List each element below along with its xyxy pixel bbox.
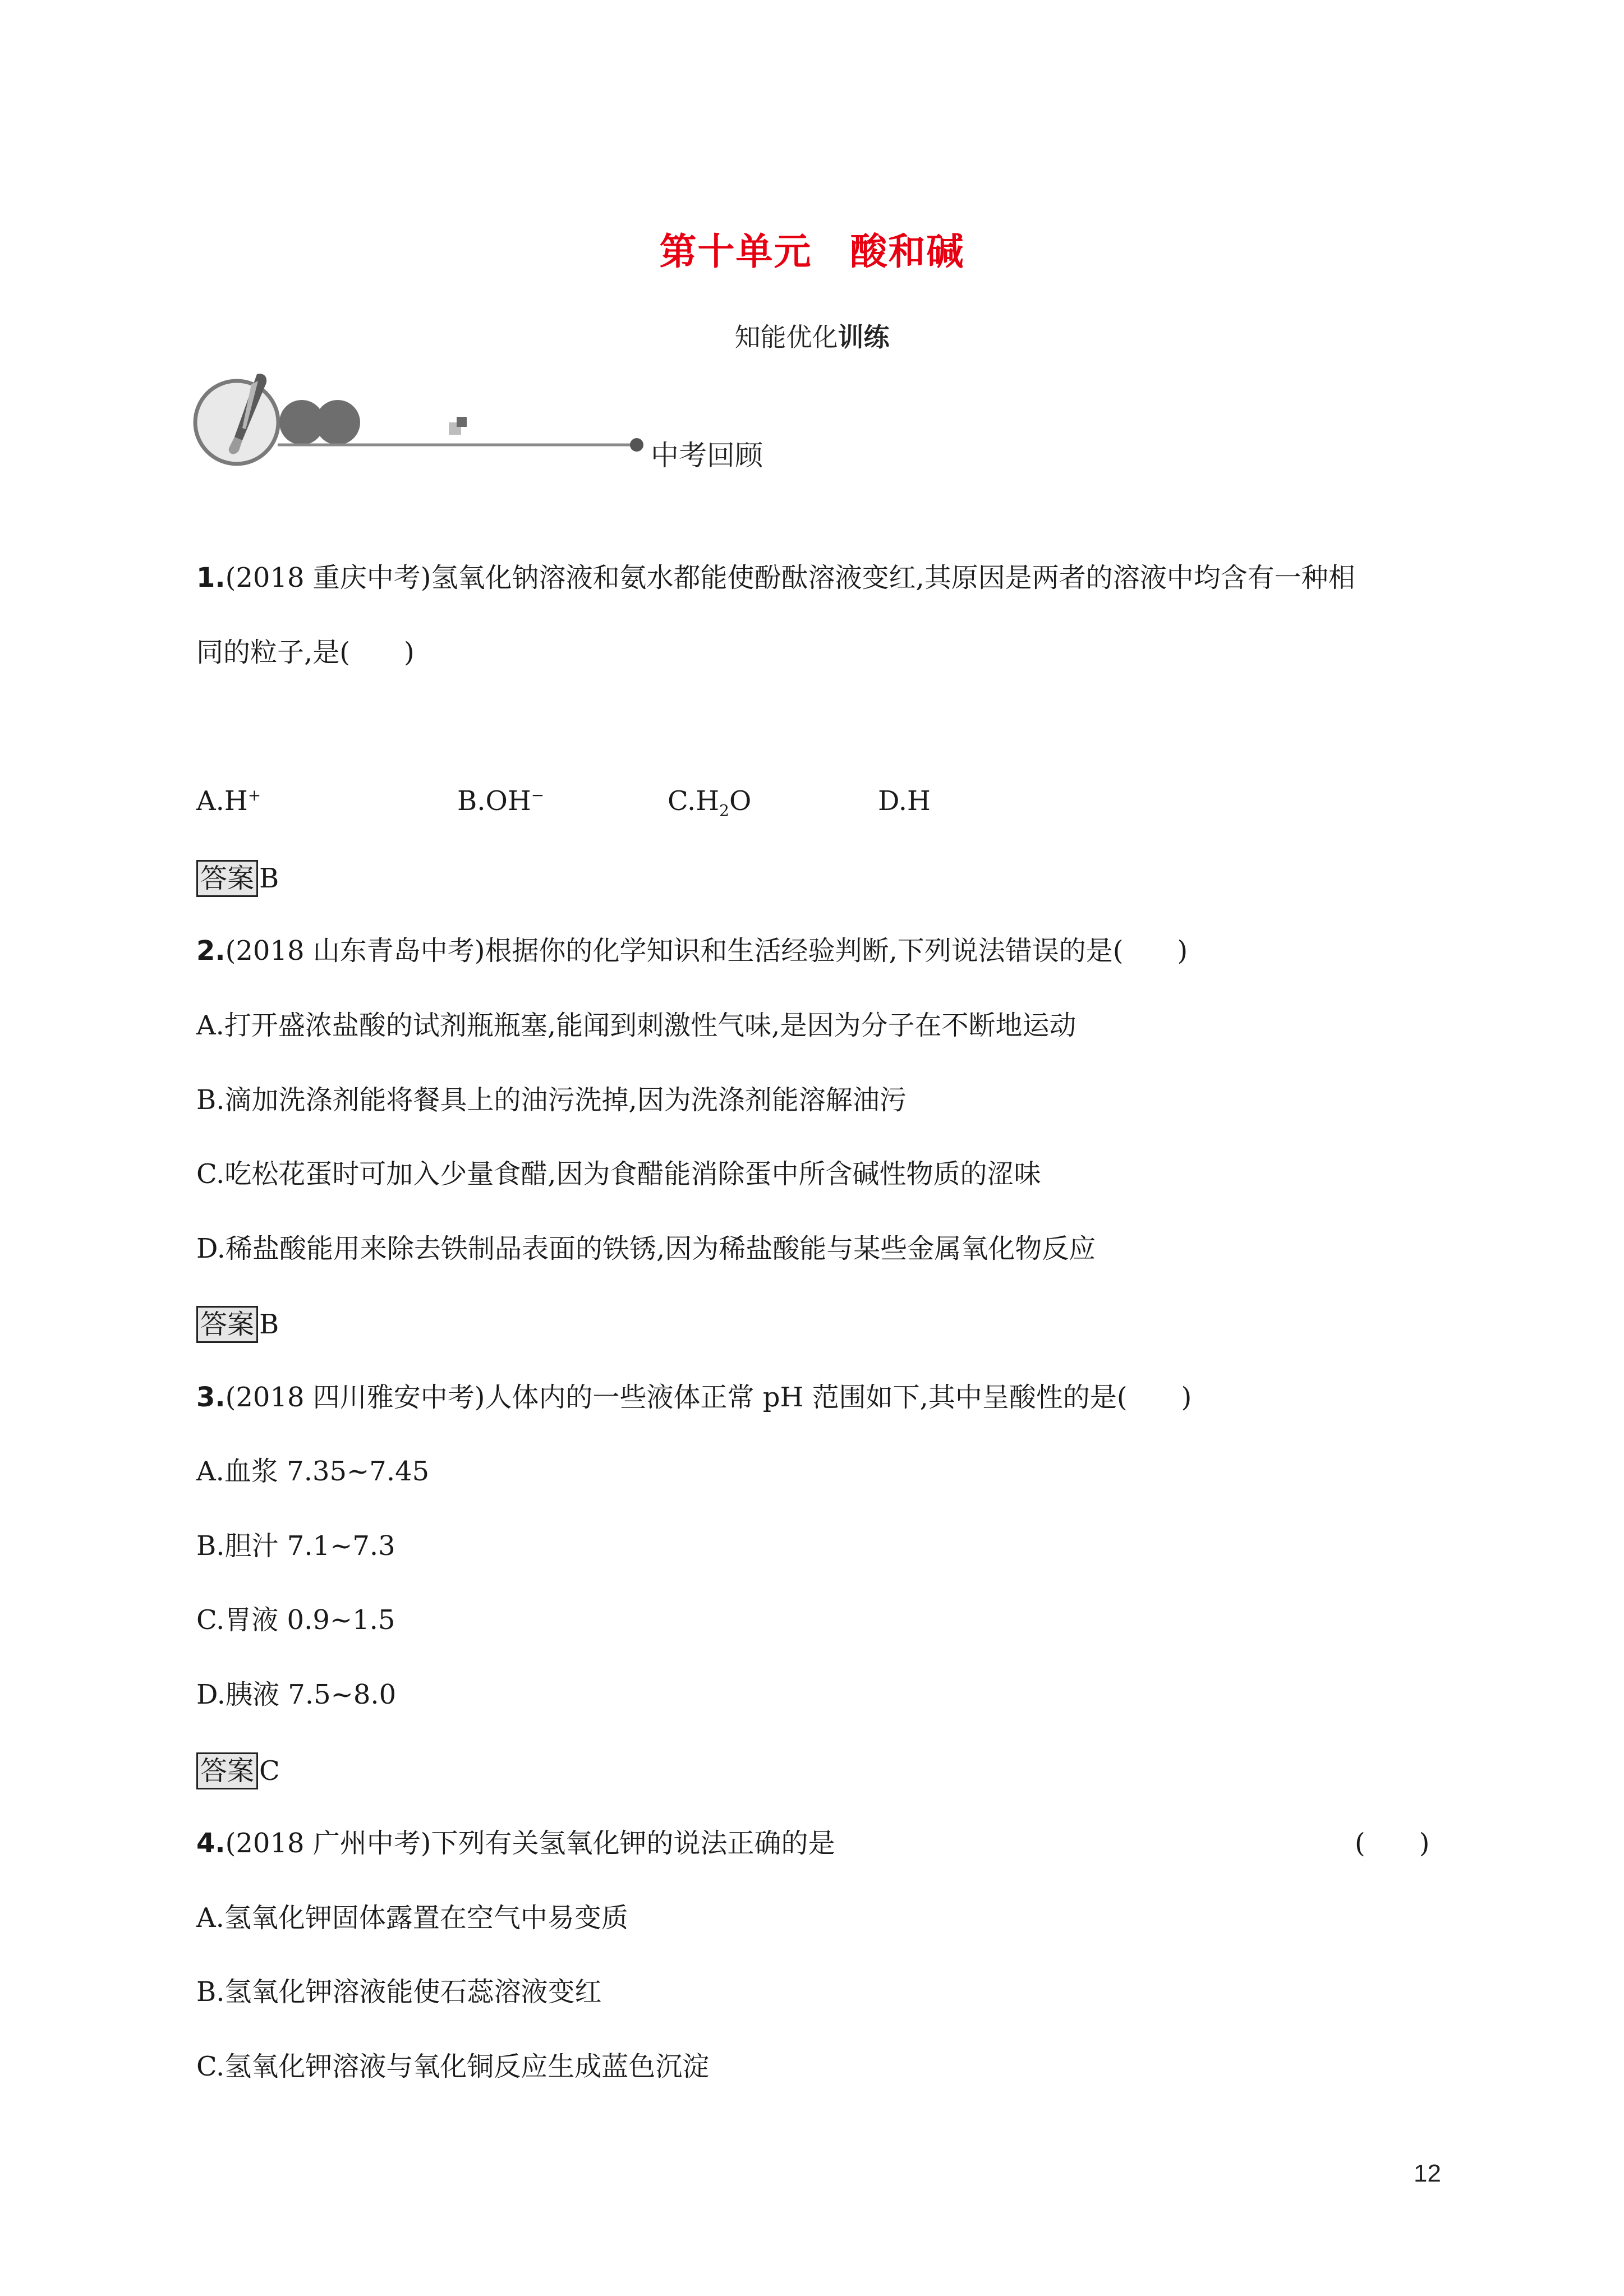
q3-answer-value: C [259, 1755, 280, 1787]
section-label: 中考回顾 [651, 439, 763, 472]
q2-stem [196, 934, 1188, 968]
q2-option-d: D.稀盐酸能用来除去铁制品表面的铁锈,因为稀盐酸能与某些金属氧化物反应 [196, 1233, 1096, 1264]
q4-answer-paren: ( ) [1355, 1828, 1430, 1859]
q3-stem [196, 1381, 1191, 1414]
subtitle-bold: 训练 [838, 322, 890, 352]
q1-option-c-tail: O [729, 785, 752, 817]
q4-option-b: B.氢氧化钾溶液能使石蕊溶液变红 [196, 1976, 602, 2008]
q3-number: 3. [196, 1382, 226, 1413]
q1-answer-value: B [259, 863, 279, 894]
q2-text: (2018 山东青岛中考)根据你的化学知识和生活经验判断,下列说法错误的是( ) [225, 935, 1188, 967]
q2-answer-value: B [259, 1309, 279, 1340]
q1-answer [196, 860, 279, 897]
answer-label-box: 答案 [196, 860, 258, 897]
q1-option-c-sub: 2 [719, 801, 729, 820]
banner-dot-2 [315, 400, 360, 445]
q4-number: 4. [196, 1828, 226, 1859]
q1-option-a-text: A.H [196, 785, 248, 817]
q1-option-d: D.H [878, 785, 931, 817]
banner-square-dark [457, 417, 467, 427]
answer-label-box: 答案 [196, 1306, 258, 1343]
q3-text: (2018 四川雅安中考)人体内的一些液体正常 pH 范围如下,其中呈酸性的是( ) [225, 1382, 1192, 1413]
q1-option-a-sup: + [247, 786, 261, 804]
q2-option-a: A.打开盛浓盐酸的试剂瓶瓶塞,能闻到刺激性气味,是因为分子在不断地运动 [196, 1010, 1076, 1041]
q1-stem-line2: 同的粒子,是( ) [196, 637, 415, 668]
q3-answer [196, 1752, 280, 1789]
q1-option-b-sup: − [531, 786, 545, 804]
q1-option-a [196, 785, 261, 817]
page-number: 12 [1414, 2160, 1441, 2187]
section-subtitle [0, 317, 1624, 354]
answer-label-box: 答案 [196, 1752, 258, 1789]
q2-option-b: B.滴加洗涤剂能将餐具上的油污洗掉,因为洗涤剂能溶解油污 [196, 1084, 907, 1116]
q3-option-c: C.胃液 0.9~1.5 [196, 1604, 395, 1636]
q4-stem [196, 1826, 835, 1860]
q4-option-c: C.氢氧化钾溶液与氧化铜反应生成蓝色沉淀 [196, 2051, 710, 2082]
q1-option-c [668, 785, 751, 820]
q4-text: (2018 广州中考)下列有关氢氧化钾的说法正确的是 [225, 1828, 835, 1859]
q1-number: 1. [196, 562, 226, 593]
q1-option-c-text: C.H [668, 785, 720, 817]
q3-option-d: D.胰液 7.5~8.0 [196, 1679, 397, 1710]
subtitle-plain: 知能优化 [734, 322, 838, 352]
q1-stem-line1 [196, 561, 1355, 595]
q2-number: 2. [196, 935, 226, 967]
banner-end-dot [630, 438, 643, 452]
q3-option-b: B.胆汁 7.1~7.3 [196, 1530, 395, 1562]
q1-option-b [457, 785, 544, 817]
unit-title: 第十单元 酸和碱 [659, 230, 965, 273]
q2-option-c: C.吃松花蛋时可加入少量食醋,因为食醋能消除蛋中所含碱性物质的涩味 [196, 1158, 1041, 1190]
q1-text-1: (2018 重庆中考)氢氧化钠溶液和氨水都能使酚酞溶液变红,其原因是两者的溶液中均含有一种相 [225, 562, 1355, 593]
q2-answer [196, 1306, 279, 1343]
q3-option-a: A.血浆 7.35~7.45 [196, 1456, 430, 1487]
q1-option-b-text: B.OH [457, 785, 531, 817]
q4-option-a: A.氢氧化钾固体露置在空气中易变质 [196, 1902, 628, 1934]
